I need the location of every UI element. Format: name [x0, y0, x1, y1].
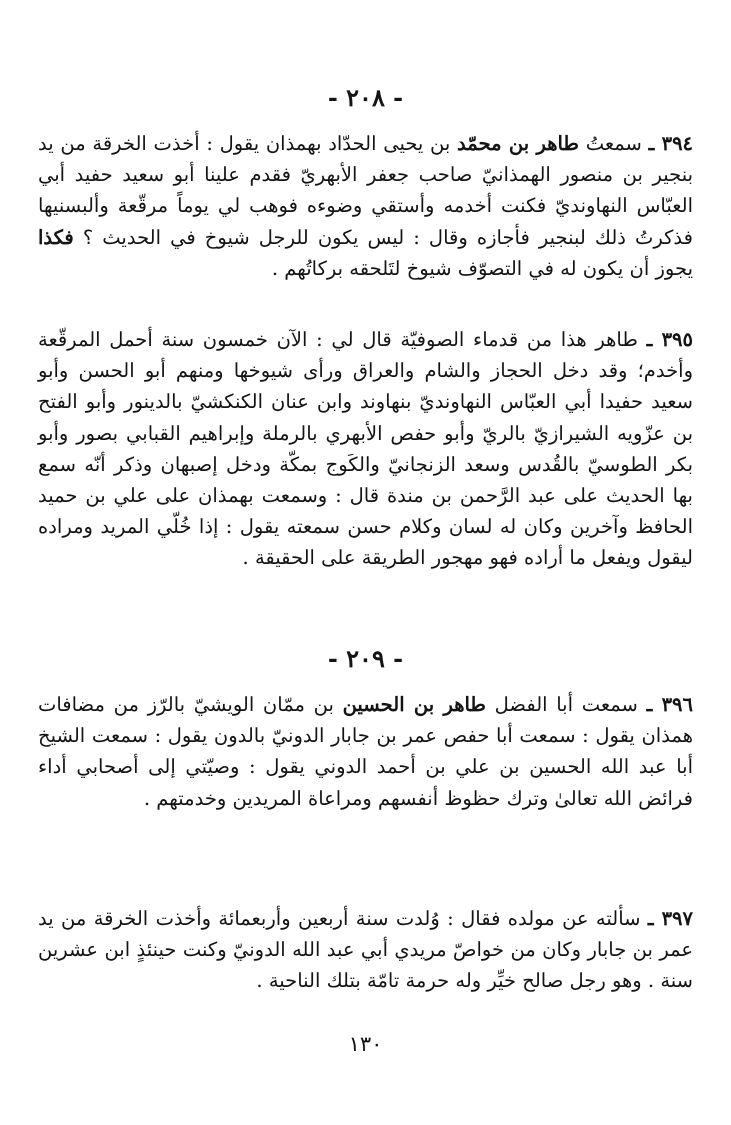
entry-number: ٣٩٧ ـ	[647, 907, 693, 930]
section-header: - ٢٠٩ -	[327, 644, 404, 673]
entry-name-bold: طاهر بن الحسين	[342, 693, 486, 716]
section-header: - ٢٠٨ -	[327, 83, 404, 112]
entry-395	[38, 324, 693, 574]
entry-text: بن يحيى الحدّاد بهمذان يقول : أخذت الخرقة من يد بنجير بن منصور الهمذانيّ صاحب جعفر الأبهريّ فقدم علينا أبو سعيد حفيد أبي العبّاس النهاونديّ فكنت أخدمه وأستقي وضوءه فوهب لي يوماً مرقّعة وألبسنيها فذكرتُ ذلك لبنجير فأجازه وقال : ليس يكون للرجل شيوخ في الحديث ؟	[38, 132, 693, 249]
entry-396	[38, 689, 693, 814]
page-number: ١٣٠	[348, 1032, 383, 1056]
entry-number: ٣٩٥ ـ	[646, 328, 693, 351]
entry-number: ٣٩٤ ـ	[648, 132, 694, 155]
entry-text: يجوز أن يكون له في التصوّف شيوخ لتَلحقه بركاتُهم .	[271, 256, 693, 280]
entry-name-bold: طاهر بن محمّد	[457, 132, 579, 155]
entry-bold-word: فكذا	[38, 225, 74, 249]
entry-text: طاهر هذا من قدماء الصوفيّة قال لي : الآن خمسون سنة أحمل المرقّعة وأخدم؛ وقد دخل الحجاز والشام والعراق ورأى شيوخها ومنهم أبو الحسن وأبو سعيد حفيدا أبي العبّاس النهاونديّ بنهاوند وابن عنان الكنكشيّ بالدينور وأبو الفتح بن عزّويه الشيرازيّ بالريّ وأبو حفص الأبهري بالرملة وإبراهيم القبابي بصور وأبو بكر الطوسيّ بالقُدس وسعد الزنجانيّ والكَوج بمكّة ودخل إصبهان وذكر أنّه سمع بها الحديث على عبد الرَّحمن بن مندة قال : وسمعت بهمذان على علي بن حميد الحافظ وآخرين وكان له لسان وكلام حسن سمعته يقول : إذا خُلّي المريد ومراده ليقول ويفعل ما أراده فهو مهجور الطريقة على الحقيقة .	[38, 328, 693, 570]
entry-text: بن ممّان الويشيّ بالرّز من مضافات همذان يقول : سمعت أبا حفص عمر بن جابار الدونيّ بالدون يقول : سمعت الشيخ أبا عبد الله الحسين بن علي بن أحمد الدوني يقول : وصيّتي إلى أصحابي أداء فرائض الله تعالىٰ وترك حظوظ أنفسهم ومراعاة المريدين وخدمتهم .	[38, 693, 693, 810]
entry-number: ٣٩٦ ـ	[646, 693, 693, 716]
entry-397	[38, 903, 693, 997]
entry-text: سمعتُ	[585, 132, 642, 155]
entry-394	[38, 128, 693, 284]
entry-text: سألته عن مولده فقال : وُلدت سنة أربعين وأربعمائة وأخذت الخرقة من يد عمر بن جابار وكان من خواصّ مريدي أبي عبد الله الدونيّ وكنت حينئذٍ ابن عشرين سنة . وهو رجل صالح خيِّر وله حرمة تامّة بتلك الناحية .	[38, 907, 693, 993]
entry-text: سمعت أبا الفضل	[494, 693, 638, 716]
